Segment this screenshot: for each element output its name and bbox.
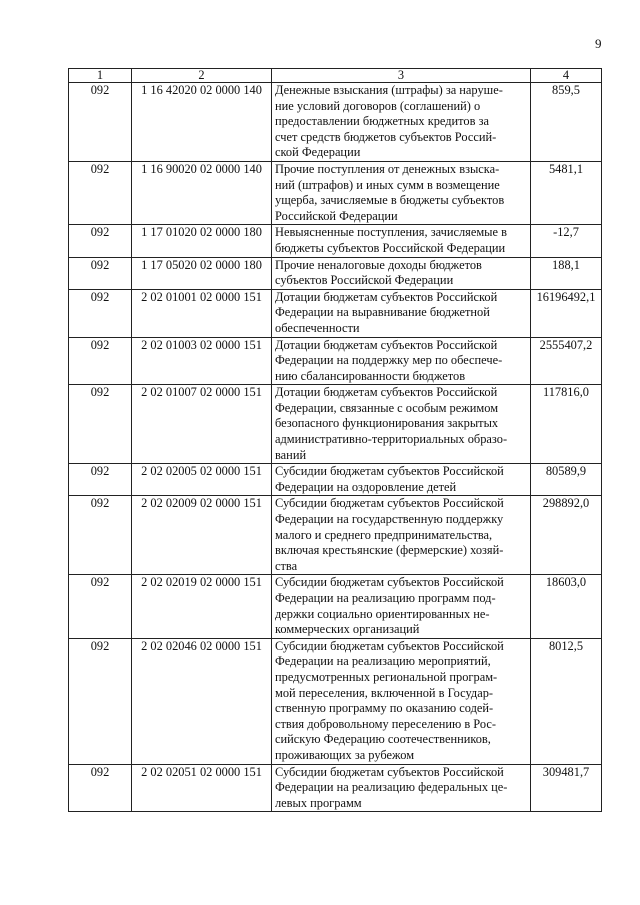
revenue-name-line: Невыясненные поступления, зачисляемые в: [275, 225, 507, 240]
admin-code-cell: 092: [69, 464, 132, 496]
revenue-name-line: Федерации на выравнивание бюджетной: [275, 305, 490, 320]
table-row: [69, 496, 602, 575]
revenue-code-cell: 2 02 01003 02 0000 151: [132, 337, 272, 385]
revenue-name-line: безопасного функционирования закрытых: [275, 416, 499, 431]
revenue-name-line: ние условий договоров (соглашений) о: [275, 98, 481, 113]
amount-cell: 16196492,1: [531, 289, 602, 337]
admin-code-cell: 092: [69, 289, 132, 337]
revenue-name-line: административно-территориальных образо-: [275, 432, 508, 447]
amount-cell: 80589,9: [531, 464, 602, 496]
revenue-name-line: Федерации, связанные с особым режимом: [275, 400, 499, 415]
admin-code-cell: 092: [69, 496, 132, 575]
revenue-code-cell: 2 02 02019 02 0000 151: [132, 575, 272, 638]
table-row: [69, 257, 602, 289]
table-row: [69, 638, 602, 764]
revenue-name-line: Федерации на реализацию программ под-: [275, 591, 496, 605]
table-row: [69, 464, 602, 496]
admin-code-cell: 092: [69, 161, 132, 224]
revenue-name-line: ствия добровольному переселению в Рос-: [275, 716, 496, 731]
amount-cell: 309481,7: [531, 764, 602, 812]
revenue-name-line: Дотации бюджетам субъектов Российской: [275, 385, 498, 400]
revenue-code-cell: 2 02 02005 02 0000 151: [132, 464, 272, 496]
revenue-name-line: сийскую Федерацию соотечественников,: [275, 732, 491, 747]
revenue-name-line: ской Федерации: [275, 145, 361, 160]
revenue-name-line: бюджеты субъектов Российской Федерации: [275, 240, 506, 255]
header-cell-3: 3: [272, 69, 531, 83]
amount-cell: 5481,1: [531, 161, 602, 224]
revenue-name-line: Дотации бюджетам субъектов Российской: [275, 337, 498, 352]
table-row: [69, 575, 602, 638]
revenue-code-cell: 2 02 02051 02 0000 151: [132, 764, 272, 812]
revenue-name-line: проживающих за рубежом: [275, 747, 415, 762]
revenue-name-cell: [272, 464, 531, 496]
revenue-code-cell: 2 02 01001 02 0000 151: [132, 289, 272, 337]
revenue-name-line: ственную программу по оказанию содей-: [275, 701, 494, 716]
revenue-name-line: ства: [275, 558, 298, 573]
revenue-name-line: включая крестьянские (фермерские) хозяй-: [275, 543, 504, 558]
revenue-name-line: Субсидии бюджетам субъектов Российской: [275, 638, 504, 653]
revenue-name-line: Федерации на государственную поддержку: [275, 512, 504, 527]
revenue-code-cell: 1 16 42020 02 0000 140: [132, 83, 272, 162]
amount-cell: 117816,0: [531, 385, 602, 464]
revenue-code-cell: 1 17 05020 02 0000 180: [132, 257, 272, 289]
amount-cell: 18603,0: [531, 575, 602, 638]
revenue-name-line: Прочие поступления от денежных взыска-: [275, 161, 500, 176]
page-number: 9: [595, 36, 602, 51]
revenue-name-cell: [272, 575, 531, 638]
revenue-name-line: левых программ: [275, 795, 362, 810]
table-row: [69, 764, 602, 812]
revenue-name-cell: [272, 496, 531, 575]
admin-code-cell: 092: [69, 337, 132, 385]
revenue-name-line: обеспеченности: [275, 320, 360, 335]
revenue-name-line: ний (штрафов) и иных сумм в возмещение: [275, 177, 500, 192]
table-row: [69, 161, 602, 224]
admin-code-cell: 092: [69, 225, 132, 257]
revenue-name-line: предусмотренных региональной програм-: [275, 669, 498, 684]
revenue-name-line: ущерба, зачисляемые в бюджеты субъектов: [275, 193, 505, 208]
revenue-name-cell: [272, 289, 531, 337]
revenue-name-line: Прочие неналоговые доходы бюджетов: [275, 257, 482, 272]
revenue-code-cell: 1 17 01020 02 0000 180: [132, 225, 272, 257]
table-body: [69, 69, 602, 812]
header-cell-1: 1: [69, 69, 132, 83]
budget-revenue-table: [68, 68, 602, 812]
amount-cell: -12,7: [531, 225, 602, 257]
revenue-name-cell: [272, 764, 531, 812]
revenue-name-cell: [272, 161, 531, 224]
table-row: [69, 385, 602, 464]
revenue-name-line: Федерации на реализацию федеральных це-: [275, 780, 508, 795]
amount-cell: 298892,0: [531, 496, 602, 575]
revenue-name-line: Субсидии бюджетам субъектов Российской: [275, 764, 504, 779]
revenue-name-line: мой переселения, включенной в Государ-: [275, 685, 494, 700]
amount-cell: 2555407,2: [531, 337, 602, 385]
revenue-name-line: держки социально ориентированных не-: [275, 606, 490, 621]
revenue-code-cell: 1 16 90020 02 0000 140: [132, 161, 272, 224]
revenue-name-line: Федерации на оздоровление детей: [275, 479, 457, 494]
revenue-name-line: коммерческих организаций: [275, 622, 420, 637]
revenue-code-cell: 2 02 02009 02 0000 151: [132, 496, 272, 575]
revenue-name-line: Субсидии бюджетам субъектов Российской: [275, 464, 504, 479]
admin-code-cell: 092: [69, 575, 132, 638]
revenue-name-line: ваний: [275, 447, 307, 462]
revenue-name-cell: [272, 638, 531, 764]
table-row: [69, 337, 602, 385]
table-row: [69, 83, 602, 162]
admin-code-cell: 092: [69, 638, 132, 764]
revenue-name-cell: [272, 83, 531, 162]
revenue-name-line: Дотации бюджетам субъектов Российской: [275, 289, 498, 304]
admin-code-cell: 092: [69, 83, 132, 162]
revenue-name-line: Федерации на реализацию мероприятий,: [275, 654, 491, 669]
revenue-name-line: счет средств бюджетов субъектов Россий-: [275, 129, 497, 144]
revenue-name-line: Субсидии бюджетам субъектов Российской: [275, 496, 504, 511]
revenue-name-line: предоставлении бюджетных кредитов за: [275, 114, 489, 129]
revenue-name-line: Федерации на поддержку мер по обеспече-: [275, 353, 503, 368]
admin-code-cell: 092: [69, 257, 132, 289]
revenue-name-line: Денежные взыскания (штрафы) за наруше-: [275, 83, 503, 97]
amount-cell: 859,5: [531, 83, 602, 162]
table-header-row: [69, 69, 602, 83]
header-cell-4: 4: [531, 69, 602, 83]
table-row: [69, 289, 602, 337]
admin-code-cell: 092: [69, 385, 132, 464]
revenue-name-cell: [272, 257, 531, 289]
revenue-name-cell: [272, 385, 531, 464]
revenue-name-line: малого и среднего предпринимательства,: [275, 527, 493, 542]
revenue-name-line: Субсидии бюджетам субъектов Российской: [275, 575, 504, 590]
revenue-name-line: субъектов Российской Федерации: [275, 273, 454, 288]
amount-cell: 8012,5: [531, 638, 602, 764]
table-row: [69, 225, 602, 257]
revenue-code-cell: 2 02 02046 02 0000 151: [132, 638, 272, 764]
revenue-name-line: Российской Федерации: [275, 208, 398, 223]
admin-code-cell: 092: [69, 764, 132, 812]
header-cell-2: 2: [132, 69, 272, 83]
revenue-name-cell: [272, 337, 531, 385]
revenue-name-line: нию сбалансированности бюджетов: [275, 368, 466, 383]
amount-cell: 188,1: [531, 257, 602, 289]
revenue-name-cell: [272, 225, 531, 257]
revenue-code-cell: 2 02 01007 02 0000 151: [132, 385, 272, 464]
